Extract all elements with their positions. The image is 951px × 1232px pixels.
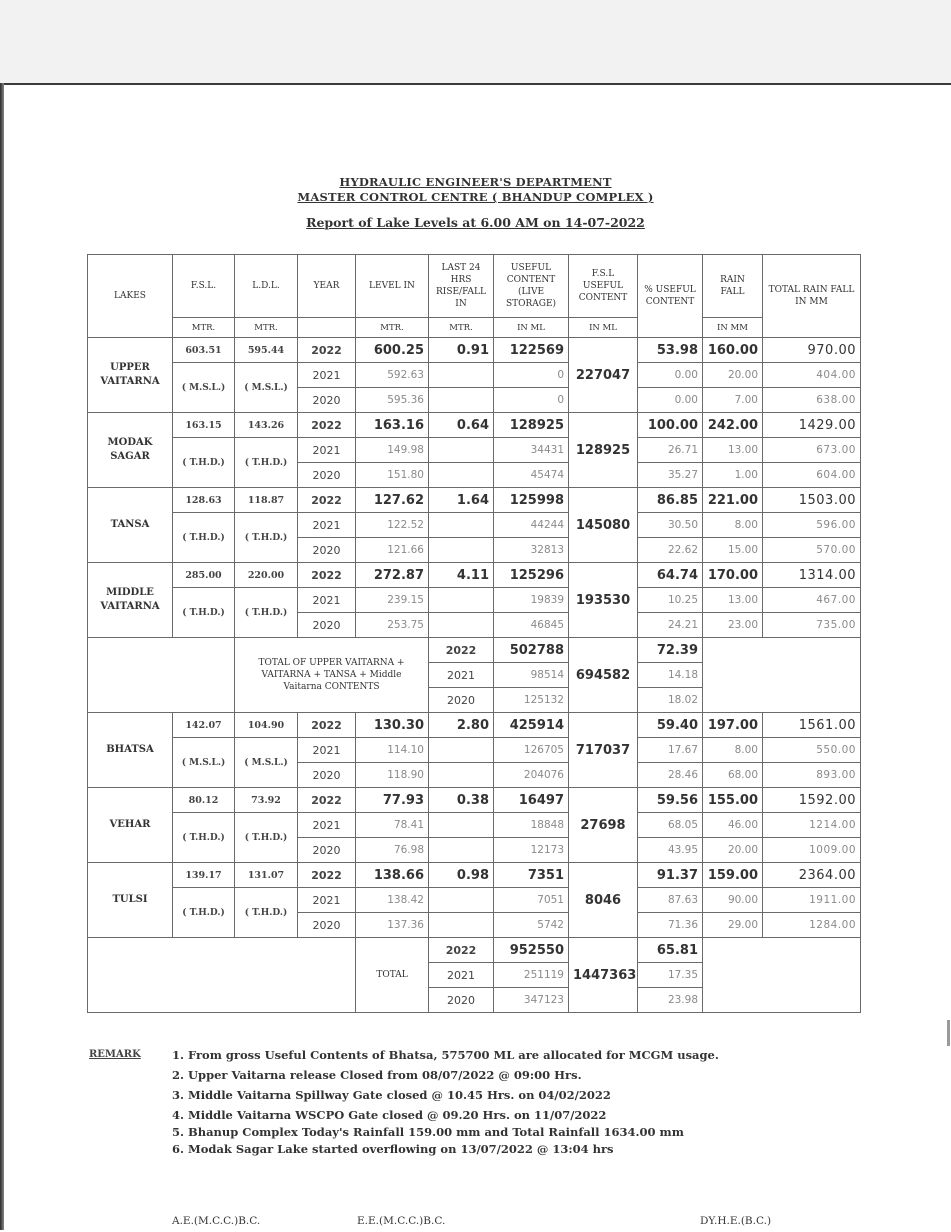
lake-name: TULSI [88, 863, 173, 938]
useful-content: 0 [494, 363, 569, 388]
level: 122.52 [356, 513, 429, 538]
useful-content: 347123 [494, 988, 569, 1013]
year: 2022 [298, 788, 356, 813]
rainfall: 155.00 [703, 788, 763, 813]
fsl-useful-content: 717037 [569, 713, 638, 788]
useful-content: 7051 [494, 888, 569, 913]
pct-useful: 17.67 [638, 738, 703, 763]
total-rainfall: 604.00 [763, 463, 861, 488]
rise-fall: 0.38 [429, 788, 494, 813]
pct-useful: 65.81 [638, 938, 703, 963]
col-fsl-useful: F.S.L USEFUL CONTENT [569, 255, 638, 318]
rainfall: 15.00 [703, 538, 763, 563]
remark-label: REMARK [89, 1049, 141, 1060]
total-rainfall: 970.00 [763, 338, 861, 363]
rainfall: 13.00 [703, 438, 763, 463]
year: 2022 [429, 938, 494, 963]
total-rainfall: 467.00 [763, 588, 861, 613]
col-year: YEAR [298, 255, 356, 318]
rise-fall [429, 538, 494, 563]
pct-useful: 72.39 [638, 638, 703, 663]
useful-content: 98514 [494, 663, 569, 688]
rainfall: 23.00 [703, 613, 763, 638]
year: 2022 [298, 338, 356, 363]
rainfall: 46.00 [703, 813, 763, 838]
pct-useful: 0.00 [638, 388, 703, 413]
level: 78.41 [356, 813, 429, 838]
remark-item: 6. Modak Sagar Lake started overflowing on 13/07/2022 @ 13:04 hrs [172, 1142, 614, 1156]
year: 2022 [298, 863, 356, 888]
fsl-value: 128.63 [173, 488, 235, 513]
table-row [88, 888, 861, 913]
unit-year [298, 318, 356, 338]
fsl-value: 603.51 [173, 338, 235, 363]
total-rainfall: 2364.00 [763, 863, 861, 888]
col-useful-content: USEFUL CONTENT (LIVE STORAGE) [494, 255, 569, 318]
col-pct-useful: % USEFUL CONTENT [638, 255, 703, 338]
level: 595.36 [356, 388, 429, 413]
rise-fall [429, 513, 494, 538]
remark-item: 2. Upper Vaitarna release Closed from 08/07/2022 @ 09:00 Hrs. [172, 1068, 582, 1082]
year: 2020 [298, 388, 356, 413]
total-rainfall: 1561.00 [763, 713, 861, 738]
total-rainfall: 404.00 [763, 363, 861, 388]
fsl-datum: ( T.H.D.) [173, 513, 235, 563]
pct-useful: 91.37 [638, 863, 703, 888]
rainfall: 90.00 [703, 888, 763, 913]
pct-useful: 0.00 [638, 363, 703, 388]
rainfall: 159.00 [703, 863, 763, 888]
col-total-rainfall: TOTAL RAIN FALL IN MM [763, 255, 861, 338]
department-title: HYDRAULIC ENGINEER'S DEPARTMENT [339, 175, 612, 189]
ldl-datum: ( M.S.L.) [235, 738, 298, 788]
year: 2021 [298, 888, 356, 913]
pct-useful: 22.62 [638, 538, 703, 563]
blank-cell [703, 638, 861, 713]
useful-content: 125132 [494, 688, 569, 713]
level: 137.36 [356, 913, 429, 938]
table-row [88, 863, 861, 888]
lake-name: MODAK SAGAR [88, 413, 173, 488]
year: 2021 [429, 663, 494, 688]
year: 2020 [298, 913, 356, 938]
total-rainfall: 673.00 [763, 438, 861, 463]
ldl-value: 143.26 [235, 413, 298, 438]
useful-content: 16497 [494, 788, 569, 813]
fsl-useful-content: 8046 [569, 863, 638, 938]
rise-fall: 0.98 [429, 863, 494, 888]
year: 2022 [298, 488, 356, 513]
year: 2021 [298, 588, 356, 613]
year: 2020 [298, 538, 356, 563]
total-rainfall: 735.00 [763, 613, 861, 638]
pct-useful: 100.00 [638, 413, 703, 438]
year: 2020 [429, 988, 494, 1013]
pct-useful: 64.74 [638, 563, 703, 588]
scan-mark [947, 1020, 950, 1046]
col-lakes: LAKES [88, 255, 173, 338]
report-title: Report of Lake Levels at 6.00 AM on 14-07-2022 [306, 215, 645, 230]
useful-content: 122569 [494, 338, 569, 363]
remark-item: 3. Middle Vaitarna Spillway Gate closed @ 10.45 Hrs. on 04/02/2022 [172, 1088, 611, 1102]
rainfall: 29.00 [703, 913, 763, 938]
lake-name: UPPER VAITARNA [88, 338, 173, 413]
fsl-useful-content: 193530 [569, 563, 638, 638]
rise-fall [429, 438, 494, 463]
header-row [88, 255, 861, 318]
fsl-useful-content: 694582 [569, 638, 638, 713]
useful-content: 19839 [494, 588, 569, 613]
total-rainfall: 1214.00 [763, 813, 861, 838]
pct-useful: 24.21 [638, 613, 703, 638]
ldl-value: 118.87 [235, 488, 298, 513]
rise-fall [429, 463, 494, 488]
pct-useful: 10.25 [638, 588, 703, 613]
useful-content: 425914 [494, 713, 569, 738]
useful-content: 34431 [494, 438, 569, 463]
useful-content: 45474 [494, 463, 569, 488]
level: 118.90 [356, 763, 429, 788]
fsl-datum: ( M.S.L.) [173, 738, 235, 788]
total-rainfall: 638.00 [763, 388, 861, 413]
total-rainfall: 1314.00 [763, 563, 861, 588]
total-rainfall: 1592.00 [763, 788, 861, 813]
level: 272.87 [356, 563, 429, 588]
rise-fall [429, 588, 494, 613]
total-rainfall: 550.00 [763, 738, 861, 763]
rise-fall: 1.64 [429, 488, 494, 513]
total-rainfall: 1503.00 [763, 488, 861, 513]
year: 2021 [298, 738, 356, 763]
pct-useful: 59.56 [638, 788, 703, 813]
total-rainfall: 1429.00 [763, 413, 861, 438]
level: 600.25 [356, 338, 429, 363]
rise-fall [429, 738, 494, 763]
level: 239.15 [356, 588, 429, 613]
total-rainfall: 1284.00 [763, 913, 861, 938]
fsl-datum: ( M.S.L.) [173, 363, 235, 413]
fsl-datum: ( T.H.D.) [173, 438, 235, 488]
table-row [88, 563, 861, 588]
fsl-value: 285.00 [173, 563, 235, 588]
pct-useful: 87.63 [638, 888, 703, 913]
ldl-datum: ( T.H.D.) [235, 513, 298, 563]
ldl-datum: ( T.H.D.) [235, 588, 298, 638]
rainfall: 8.00 [703, 738, 763, 763]
table-row [88, 638, 861, 663]
year: 2020 [298, 763, 356, 788]
useful-content: 0 [494, 388, 569, 413]
year: 2021 [429, 963, 494, 988]
lake-name: VEHAR [88, 788, 173, 863]
rise-fall [429, 913, 494, 938]
useful-content: 46845 [494, 613, 569, 638]
blank-cell [88, 938, 356, 1013]
centre-title: MASTER CONTROL CENTRE ( BHANDUP COMPLEX ) [297, 190, 654, 204]
year: 2021 [298, 363, 356, 388]
rainfall: 1.00 [703, 463, 763, 488]
fsl-datum: ( T.H.D.) [173, 813, 235, 863]
pct-useful: 59.40 [638, 713, 703, 738]
table-row [88, 788, 861, 813]
unit-fsl-useful: IN ML [569, 318, 638, 338]
unit-rise-fall: MTR. [429, 318, 494, 338]
rise-fall: 0.91 [429, 338, 494, 363]
fsl-useful-content: 1447363 [569, 938, 638, 1013]
year: 2021 [298, 438, 356, 463]
lake-name: TANSA [88, 488, 173, 563]
rainfall: 242.00 [703, 413, 763, 438]
fsl-datum: ( T.H.D.) [173, 588, 235, 638]
total-rainfall: 1009.00 [763, 838, 861, 863]
useful-content: 125296 [494, 563, 569, 588]
fsl-useful-content: 128925 [569, 413, 638, 488]
col-rise-fall: LAST 24 HRS RISE/FALL IN [429, 255, 494, 318]
page-edge-shadow [0, 83, 4, 1230]
lake-levels-table [87, 254, 861, 1013]
subtotal-label: TOTAL OF UPPER VAITARNA + VAITARNA + TANSA + Middle Vaitarna CONTENTS [235, 638, 429, 713]
signature-ee: E.E.(M.C.C.)B.C. [357, 1215, 446, 1227]
fsl-useful-content: 145080 [569, 488, 638, 563]
useful-content: 126705 [494, 738, 569, 763]
year: 2021 [298, 513, 356, 538]
remark-item: 4. Middle Vaitarna WSCPO Gate closed @ 09.20 Hrs. on 11/07/2022 [172, 1108, 607, 1122]
pct-useful: 17.35 [638, 963, 703, 988]
lake-name: BHATSA [88, 713, 173, 788]
ldl-value: 595.44 [235, 338, 298, 363]
rise-fall [429, 813, 494, 838]
table-row [88, 713, 861, 738]
remarks-list [172, 1047, 719, 1158]
signature-ae: A.E.(M.C.C.)B.C. [172, 1215, 261, 1227]
pct-useful: 35.27 [638, 463, 703, 488]
table-row [88, 338, 861, 363]
table-row [88, 813, 861, 838]
year: 2022 [298, 563, 356, 588]
pct-useful: 86.85 [638, 488, 703, 513]
level: 77.93 [356, 788, 429, 813]
fsl-useful-content: 27698 [569, 788, 638, 863]
useful-content: 128925 [494, 413, 569, 438]
rise-fall [429, 388, 494, 413]
level: 138.42 [356, 888, 429, 913]
table-row [88, 588, 861, 613]
col-fsl: F.S.L. [173, 255, 235, 318]
rainfall: 13.00 [703, 588, 763, 613]
useful-content: 7351 [494, 863, 569, 888]
table-row [88, 488, 861, 513]
total-rainfall: 893.00 [763, 763, 861, 788]
rise-fall [429, 763, 494, 788]
total-rainfall: 1911.00 [763, 888, 861, 913]
level: 138.66 [356, 863, 429, 888]
rainfall: 160.00 [703, 338, 763, 363]
ldl-datum: ( T.H.D.) [235, 438, 298, 488]
useful-content: 251119 [494, 963, 569, 988]
table-row [88, 438, 861, 463]
rise-fall: 0.64 [429, 413, 494, 438]
fsl-useful-content: 227047 [569, 338, 638, 413]
unit-fsl: MTR. [173, 318, 235, 338]
rise-fall: 4.11 [429, 563, 494, 588]
useful-content: 12173 [494, 838, 569, 863]
table-row [88, 938, 861, 963]
rainfall: 20.00 [703, 838, 763, 863]
year: 2021 [298, 813, 356, 838]
fsl-value: 163.15 [173, 413, 235, 438]
pct-useful: 68.05 [638, 813, 703, 838]
fsl-value: 139.17 [173, 863, 235, 888]
table-row [88, 513, 861, 538]
table-row [88, 738, 861, 763]
pct-useful: 23.98 [638, 988, 703, 1013]
unit-useful-content: IN ML [494, 318, 569, 338]
unit-level: MTR. [356, 318, 429, 338]
year: 2022 [429, 638, 494, 663]
ldl-datum: ( M.S.L.) [235, 363, 298, 413]
ldl-value: 220.00 [235, 563, 298, 588]
level: 163.16 [356, 413, 429, 438]
ldl-datum: ( T.H.D.) [235, 888, 298, 938]
ldl-value: 73.92 [235, 788, 298, 813]
table-row [88, 413, 861, 438]
year: 2020 [298, 613, 356, 638]
pct-useful: 53.98 [638, 338, 703, 363]
useful-content: 204076 [494, 763, 569, 788]
pct-useful: 71.36 [638, 913, 703, 938]
remark-item: 5. Bhanup Complex Today's Rainfall 159.00 mm and Total Rainfall 1634.00 mm [172, 1125, 684, 1139]
level: 121.66 [356, 538, 429, 563]
level: 130.30 [356, 713, 429, 738]
rise-fall [429, 613, 494, 638]
remark-item: 1. From gross Useful Contents of Bhatsa, 575700 ML are allocated for MCGM usage. [172, 1048, 719, 1062]
useful-content: 502788 [494, 638, 569, 663]
pct-useful: 18.02 [638, 688, 703, 713]
lake-name: MIDDLE VAITARNA [88, 563, 173, 638]
rise-fall [429, 363, 494, 388]
useful-content: 18848 [494, 813, 569, 838]
pct-useful: 28.46 [638, 763, 703, 788]
col-rainfall: RAIN FALL [703, 255, 763, 318]
pct-useful: 26.71 [638, 438, 703, 463]
total-rainfall: 596.00 [763, 513, 861, 538]
rise-fall [429, 888, 494, 913]
total-rainfall: 570.00 [763, 538, 861, 563]
level: 114.10 [356, 738, 429, 763]
level: 151.80 [356, 463, 429, 488]
rise-fall [429, 838, 494, 863]
rainfall: 221.00 [703, 488, 763, 513]
unit-ldl: MTR. [235, 318, 298, 338]
level: 76.98 [356, 838, 429, 863]
useful-content: 952550 [494, 938, 569, 963]
units-row [88, 318, 861, 338]
col-ldl: L.D.L. [235, 255, 298, 318]
rainfall: 197.00 [703, 713, 763, 738]
level: 149.98 [356, 438, 429, 463]
pct-useful: 14.18 [638, 663, 703, 688]
rise-fall: 2.80 [429, 713, 494, 738]
rainfall: 68.00 [703, 763, 763, 788]
ldl-value: 131.07 [235, 863, 298, 888]
useful-content: 32813 [494, 538, 569, 563]
year: 2020 [298, 463, 356, 488]
rainfall: 170.00 [703, 563, 763, 588]
table-row [88, 363, 861, 388]
ldl-datum: ( T.H.D.) [235, 813, 298, 863]
year: 2020 [429, 688, 494, 713]
level: 253.75 [356, 613, 429, 638]
col-level: LEVEL IN [356, 255, 429, 318]
fsl-datum: ( T.H.D.) [173, 888, 235, 938]
rainfall: 20.00 [703, 363, 763, 388]
fsl-value: 80.12 [173, 788, 235, 813]
unit-rainfall: IN MM [703, 318, 763, 338]
useful-content: 44244 [494, 513, 569, 538]
rainfall: 7.00 [703, 388, 763, 413]
fsl-value: 142.07 [173, 713, 235, 738]
rainfall: 8.00 [703, 513, 763, 538]
useful-content: 5742 [494, 913, 569, 938]
level: 127.62 [356, 488, 429, 513]
level: 592.63 [356, 363, 429, 388]
pct-useful: 30.50 [638, 513, 703, 538]
blank-cell [703, 938, 861, 1013]
year: 2022 [298, 413, 356, 438]
blank-cell [88, 638, 235, 713]
signature-dyhe: DY.H.E.(B.C.) [700, 1215, 772, 1227]
grand-total-label: TOTAL [356, 938, 429, 1013]
year: 2022 [298, 713, 356, 738]
year: 2020 [298, 838, 356, 863]
ldl-value: 104.90 [235, 713, 298, 738]
pct-useful: 43.95 [638, 838, 703, 863]
useful-content: 125998 [494, 488, 569, 513]
